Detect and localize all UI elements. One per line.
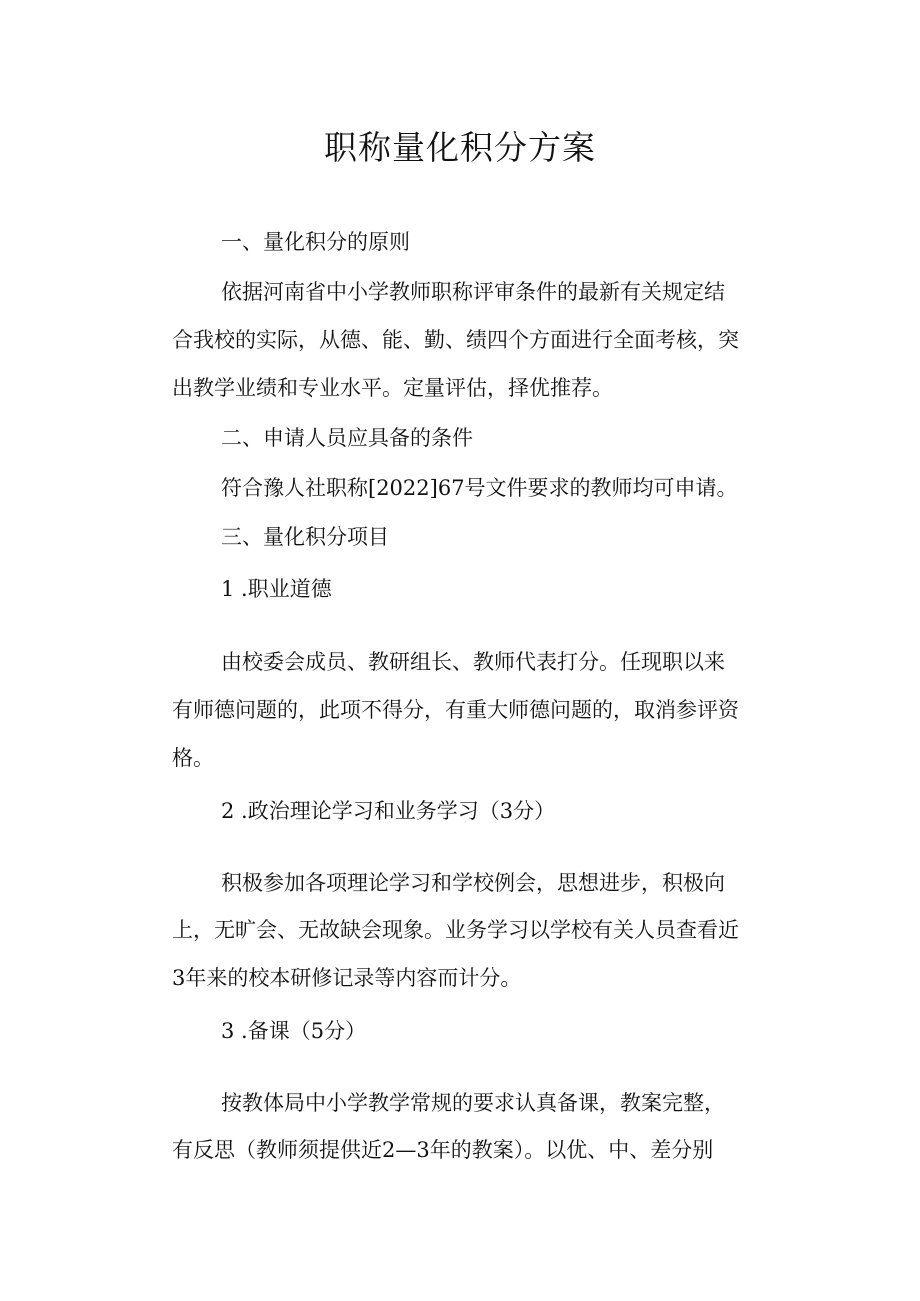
paragraph-line: 按教体局中小学教学常规的要求认真备课，教案完整， [221, 1091, 725, 1115]
paragraph-line: 有反思（教师须提供近2—3年的教案）。以优、中、差分别 [172, 1138, 714, 1162]
document-title: 职称量化积分方案 [324, 128, 596, 167]
paragraph-line: 3年来的校本研修记录等内容而计分。 [172, 966, 522, 990]
paragraph-line: 格。 [172, 746, 214, 770]
item-heading-3: 3 .备课（5分） [221, 1019, 367, 1043]
section-heading-1: 一、量化积分的原则 [221, 230, 410, 254]
paragraph-line: 由校委会成员、教研组长、教师代表打分。任现职以来 [221, 650, 725, 674]
item-heading-2: 2 .政治理论学习和业务学习（3分） [221, 799, 556, 823]
paragraph-line: 合我校的实际，从德、能、勤、绩四个方面进行全面考核，突 [172, 328, 739, 352]
item-heading-1: 1 .职业道德 [221, 577, 332, 601]
paragraph-line: 出教学业绩和专业水平。定量评估，择优推荐。 [172, 376, 613, 400]
paragraph-line: 积极参加各项理论学习和学校例会，思想进步，积极向 [221, 871, 725, 895]
paragraph-line: 符合豫人社职称[2022]67号文件要求的教师均可申请。 [221, 476, 738, 500]
paragraph-line: 上，无旷会、无故缺会现象。业务学习以学校有关人员查看近 [172, 918, 739, 942]
section-heading-3: 三、量化积分项目 [221, 525, 389, 549]
section-heading-2: 二、申请人员应具备的条件 [221, 426, 473, 450]
paragraph-line: 有师德问题的，此项不得分，有重大师德问题的，取消参评资 [172, 698, 739, 722]
paragraph-line: 依据河南省中小学教师职称评审条件的最新有关规定结 [221, 280, 725, 304]
